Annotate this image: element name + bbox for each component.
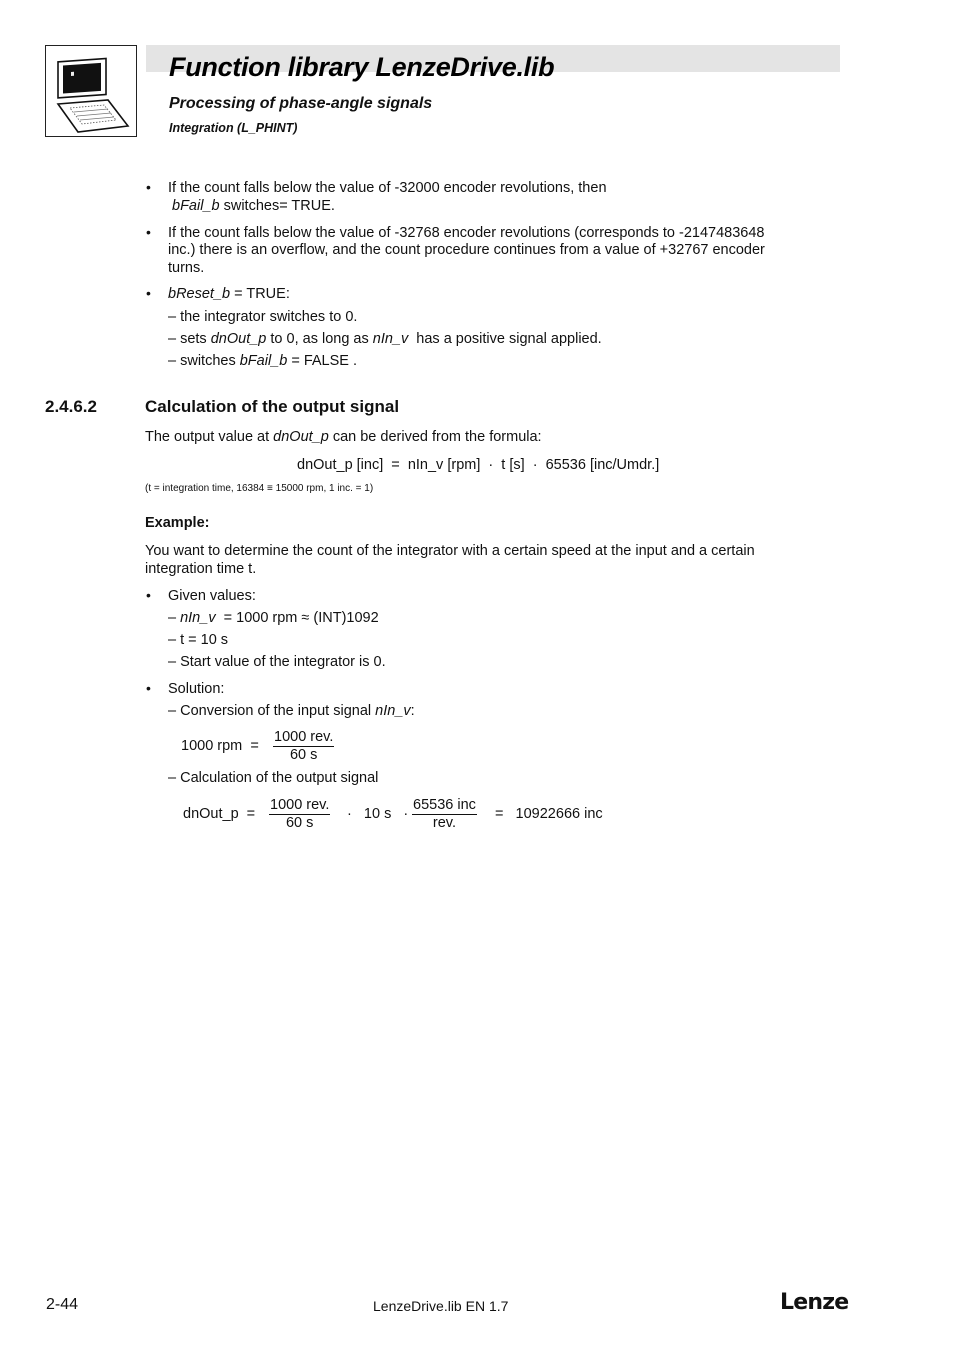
solution-line1 bbox=[168, 702, 415, 720]
eq2-f2-numerator: 65536 inc bbox=[413, 797, 476, 813]
section-intro bbox=[145, 428, 542, 446]
eq2-fraction-1 bbox=[269, 797, 330, 832]
bullet-1-line1: If the count falls below the value of -32000 encoder revolutions, then bbox=[168, 180, 607, 196]
given-l1-b: = 1000 rpm ≈ (INT)1092 bbox=[215, 610, 379, 626]
example-line2: integration time t. bbox=[145, 561, 257, 577]
section-heading: Calculation of the output signal bbox=[145, 397, 400, 416]
eq2-f1-numerator: 1000 rev. bbox=[270, 797, 330, 813]
sol-l1-a: – Conversion of the input signal bbox=[168, 703, 376, 719]
page-title: Function library LenzeDrive.lib bbox=[169, 52, 555, 82]
given-l1-a: – bbox=[168, 610, 181, 626]
eq2-result: = 10922666 inc bbox=[495, 806, 603, 822]
given-line3: – Start value of the integrator is 0. bbox=[168, 654, 386, 670]
eq1-numerator: 1000 rev. bbox=[274, 729, 334, 745]
eq2-f1-denominator: 60 s bbox=[285, 815, 314, 831]
eq1-denominator: 60 s bbox=[289, 747, 318, 763]
bullet-3-sub1: – the integrator switches to 0. bbox=[168, 309, 358, 325]
chapter-subtitle: Processing of phase-angle signals bbox=[169, 95, 433, 112]
bullet-3-rest: = TRUE: bbox=[230, 286, 290, 302]
bullet-2-line2: inc.) there is an overflow, and the count procedure continues from a value of +32767 encoder bbox=[168, 242, 765, 258]
sub3-b: = FALSE . bbox=[287, 353, 358, 369]
var-bfail: bFail_b bbox=[172, 198, 220, 214]
bullet-marker: • bbox=[146, 224, 151, 240]
bullet-1-rest: switches= TRUE. bbox=[219, 198, 335, 214]
bullet-3-sub2 bbox=[168, 330, 602, 348]
var-nin: nIn_v bbox=[372, 331, 409, 347]
var-bfail: bFail_b bbox=[239, 353, 288, 369]
sub2-a: – sets bbox=[168, 331, 211, 347]
section-subtitle: Integration (L_PHINT) bbox=[169, 121, 298, 135]
given-line1 bbox=[168, 609, 379, 627]
eq2-middle: · 10 s · bbox=[347, 806, 409, 822]
sub2-c: has a positive signal applied. bbox=[408, 331, 602, 347]
var-dnout: dnOut_p bbox=[273, 429, 329, 445]
page-number: 2-44 bbox=[46, 1296, 79, 1313]
example-label: Example: bbox=[145, 515, 210, 531]
lenze-logo: Lenze bbox=[780, 1290, 849, 1315]
bullet-3-sub3 bbox=[168, 352, 357, 370]
bullet-2-line3: turns. bbox=[168, 260, 205, 276]
intro-b: can be derived from the formula: bbox=[328, 429, 542, 445]
intro-a: The output value at bbox=[145, 429, 274, 445]
bullet-marker: • bbox=[146, 179, 151, 195]
bullet-marker: • bbox=[146, 680, 151, 696]
sub2-b: to 0, as long as bbox=[266, 331, 373, 347]
sub3-a: – switches bbox=[168, 353, 240, 369]
eq2-lhs: dnOut_p = bbox=[183, 806, 256, 822]
solution-label: Solution: bbox=[168, 681, 225, 697]
var-breset: bReset_b bbox=[168, 286, 231, 302]
bullet-1-line2 bbox=[172, 197, 335, 215]
doc-version: LenzeDrive.lib EN 1.7 bbox=[373, 1298, 509, 1314]
bullet-2-line1: If the count falls below the value of -32768 encoder revolutions (corresponds to -2147483648 bbox=[168, 225, 765, 241]
laptop-icon bbox=[45, 45, 137, 137]
formula: dnOut_p [inc] = nIn_v [rpm] · t [s] · 65536 [inc/Umdr.] bbox=[297, 457, 660, 473]
var-nin: nIn_v bbox=[375, 703, 411, 719]
sol-l1-b: : bbox=[410, 703, 415, 719]
var-dnout: dnOut_p bbox=[210, 331, 267, 347]
bullet-3-line1 bbox=[168, 285, 290, 303]
eq2-f2-denominator: rev. bbox=[432, 815, 456, 831]
example-line1: You want to determine the count of the integrator with a certain speed at the input and a certain bbox=[145, 543, 755, 559]
var-nin: nIn_v bbox=[180, 610, 216, 626]
bullet-marker: • bbox=[146, 285, 151, 301]
given-label: Given values: bbox=[168, 588, 256, 604]
eq1-lhs: 1000 rpm = bbox=[181, 738, 259, 754]
section-number: 2.4.6.2 bbox=[45, 397, 97, 416]
eq1-fraction bbox=[273, 729, 334, 764]
eq2-fraction-2 bbox=[412, 797, 477, 832]
solution-line2: – Calculation of the output signal bbox=[168, 770, 379, 786]
formula-note: (t = integration time, 16384 ≡ 15000 rpm, 1 inc. = 1) bbox=[145, 483, 374, 494]
given-line2: – t = 10 s bbox=[168, 632, 229, 648]
bullet-marker: • bbox=[146, 587, 151, 603]
